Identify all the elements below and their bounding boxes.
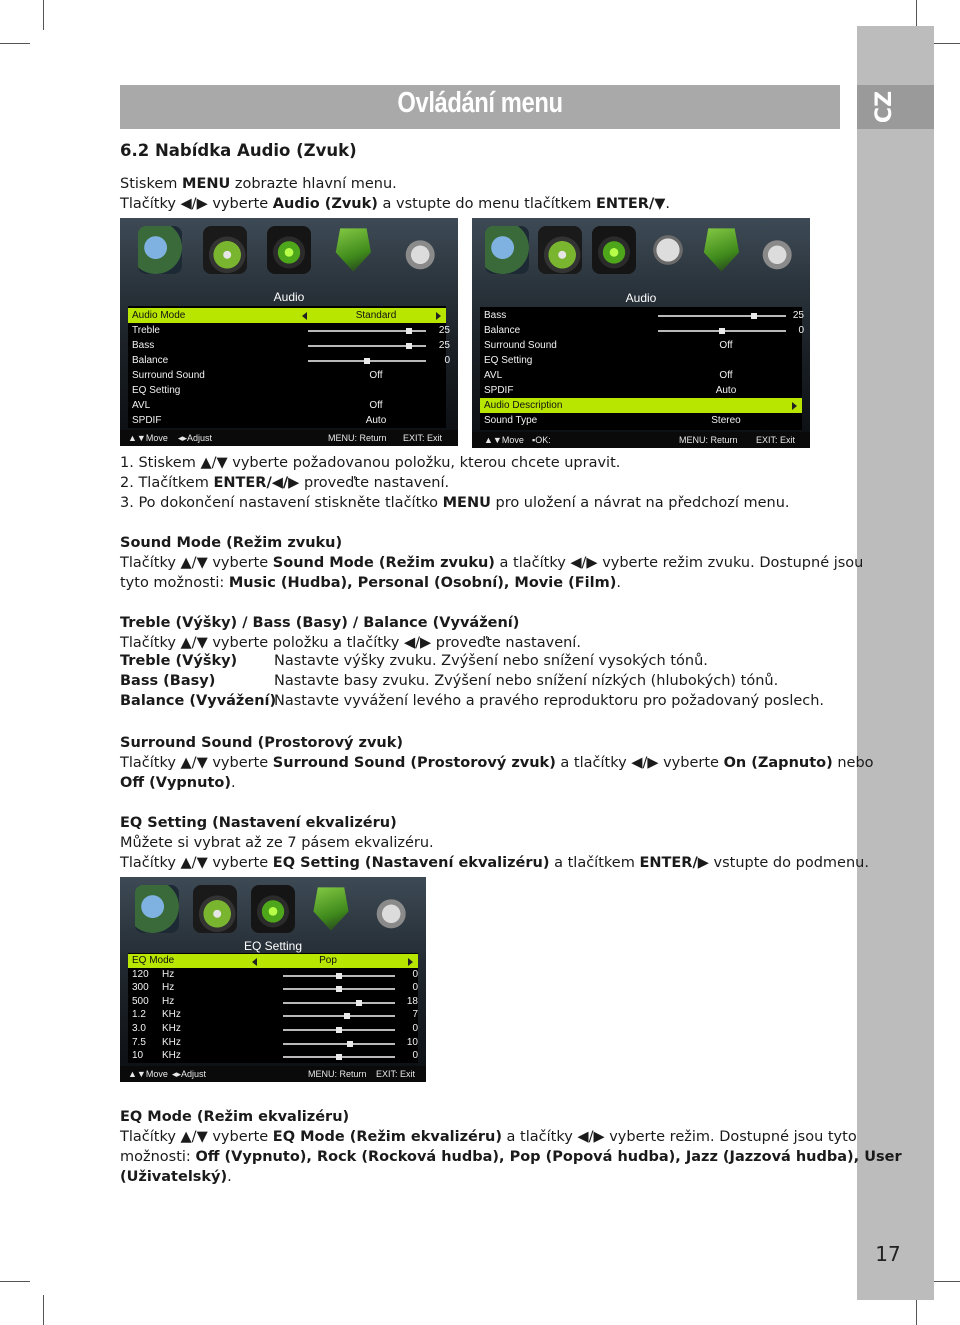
audio-menu-screenshot — [120, 218, 458, 446]
balance-desc: Nastavte vyvážení levého a pravého reproduktoru pro požadovaný poslech. — [274, 693, 825, 709]
menu-row-value: Standard — [355, 310, 397, 321]
menu-row-unit: KHz — [162, 1050, 181, 1062]
crop-mark — [930, 43, 960, 44]
menu-row-number: 18 — [406, 995, 418, 1007]
menu-row-label: Surround Sound — [132, 370, 205, 381]
menu-icon-strip — [120, 885, 426, 943]
menu-row-number: 0 — [412, 982, 418, 994]
menu-row[interactable] — [480, 308, 802, 323]
bass-desc: Nastavte basy zvuku. Zvýšení nebo snížení nízkých (hlubokých) tónů. — [274, 673, 779, 689]
menu-row-slider[interactable] — [658, 315, 786, 317]
menu-row[interactable] — [128, 1049, 418, 1063]
menu-row[interactable] — [480, 398, 802, 413]
move-hint: ▲▼ Move — [484, 435, 524, 445]
menu-row-label: Bass — [484, 310, 507, 321]
sound-mode-line-1: Tlačítky ▲/▼ vyberte Sound Mode (Režim zvuku) a tlačítky ◀/▶ vyberte režim zvuku. Dostupné jsou — [120, 555, 864, 571]
picture-icon — [138, 226, 182, 274]
menu-row-value: Auto — [365, 415, 387, 426]
arrow-right-icon[interactable] — [792, 402, 797, 410]
exit-hint: EXIT: Exit — [403, 433, 443, 443]
menu-row-label: 3.0 — [132, 1023, 146, 1034]
satellite-icon — [646, 226, 690, 274]
menu-row-slider[interactable] — [308, 360, 426, 362]
lock-icon — [699, 226, 743, 274]
slider-knob[interactable] — [406, 343, 412, 349]
arrow-right-icon[interactable] — [436, 312, 441, 320]
menu-row-label: Surround Sound — [484, 340, 557, 351]
language-tab-label: CZ — [872, 90, 897, 124]
crop-mark — [0, 43, 30, 44]
slider-knob[interactable] — [336, 1054, 342, 1060]
lock-icon — [309, 885, 353, 933]
menu-row-number: 10 — [406, 1036, 418, 1048]
speaker-icon — [203, 226, 247, 274]
menu-row-unit: KHz — [162, 1009, 181, 1021]
adjust-hint: ◂▸ Adjust — [178, 433, 213, 443]
eq-mode-line-2: možnosti: Off (Vypnuto), Rock (Rocková hudba), Pop (Popová hudba), Jazz (Jazzová hudba), User — [120, 1149, 902, 1165]
intro-line-2: Tlačítky ◀/▶ vyberte Audio (Zvuk) a vstupte do menu tlačítkem ENTER/▼. — [120, 196, 671, 212]
menu-row[interactable] — [480, 323, 802, 338]
menu-row-unit: KHz — [162, 1036, 181, 1048]
menu-row[interactable] — [480, 353, 802, 368]
surround-line-2: Off (Vypnuto). — [120, 775, 236, 791]
adjust-hint: ◂▸ Adjust — [172, 1069, 207, 1079]
menu-row[interactable] — [128, 323, 450, 338]
eq-mode-line-3: (Uživatelský). — [120, 1169, 232, 1185]
menu-row[interactable] — [480, 413, 802, 428]
step-1: 1. Stiskem ▲/▼ vyberte požadovanou položku, kterou chcete upravit. — [120, 455, 621, 471]
menu-row-value: Off — [369, 400, 383, 411]
menu-row-slider[interactable] — [283, 1056, 395, 1058]
menu-row-slider[interactable] — [283, 1015, 395, 1017]
menu-row-label: 7.5 — [132, 1036, 146, 1048]
menu-row-unit: KHz — [162, 1023, 181, 1034]
menu-row-label: Sound Type — [484, 415, 538, 426]
menu-row[interactable] — [128, 1036, 418, 1050]
menu-row-slider[interactable] — [283, 1002, 395, 1004]
menu-row[interactable] — [128, 981, 418, 995]
exit-hint: EXIT: Exit — [376, 1069, 416, 1079]
intro-line-1: Stiskem MENU zobrazte hlavní menu. — [120, 176, 397, 192]
crop-mark — [930, 1281, 960, 1282]
menu-title: EQ Setting — [243, 939, 303, 953]
menu-row-label: Balance — [132, 355, 169, 366]
menu-row-number: 25 — [438, 340, 450, 351]
section-title: 6.2 Nabídka Audio (Zvuk) — [120, 141, 357, 160]
surround-heading: Surround Sound (Prostorový zvuk) — [120, 735, 404, 751]
menu-row-label: 300 — [132, 982, 149, 994]
eq-mode-line-1: Tlačítky ▲/▼ vyberte EQ Mode (Režim ekvalizéru) a tlačítky ◀/▶ vyberte režim. Dostupné jsou tyto — [120, 1129, 857, 1145]
gear-icon — [753, 226, 797, 274]
menu-title: Audio — [273, 290, 305, 304]
crop-mark — [0, 1281, 30, 1282]
slider-knob[interactable] — [344, 1013, 350, 1019]
eq-setting-screenshot — [120, 877, 426, 1082]
menu-row-label: 120 — [132, 968, 149, 980]
menu-row[interactable] — [128, 308, 446, 323]
menu-row-unit: Hz — [162, 968, 175, 980]
exit-hint: EXIT: Exit — [756, 435, 796, 445]
menu-row-number: 25 — [792, 310, 804, 321]
gear-icon — [396, 226, 440, 274]
lock-icon — [331, 226, 375, 274]
menu-row-slider[interactable] — [283, 1029, 395, 1031]
menu-row-label: Treble — [132, 325, 160, 336]
menu-row-number: 0 — [412, 1050, 418, 1062]
menu-footer — [472, 432, 810, 448]
menu-row[interactable] — [480, 338, 802, 353]
menu-row-slider[interactable] — [308, 345, 426, 347]
gear-icon — [367, 885, 411, 933]
audio-menu-screenshot-2 — [472, 218, 810, 448]
menu-row-label: 10 — [132, 1050, 144, 1062]
menu-row-value: Off — [719, 370, 733, 381]
surround-line-1: Tlačítky ▲/▼ vyberte Surround Sound (Prostorový zvuk) a tlačítky ◀/▶ vyberte On (Zapnuto) nebo — [120, 755, 874, 771]
menu-row-label: 1.2 — [132, 1009, 146, 1021]
eq-setting-line-1: Můžete si vybrat až ze 7 pásem ekvalizéru. — [120, 835, 434, 851]
menu-row[interactable] — [128, 1008, 418, 1022]
slider-knob[interactable] — [364, 358, 370, 364]
menu-row[interactable] — [128, 398, 446, 413]
bass-label: Bass (Basy) — [120, 673, 216, 689]
menu-row-value: Pop — [319, 955, 337, 966]
menu-row-label: Audio Mode — [132, 310, 186, 321]
treble-intro: Tlačítky ▲/▼ vyberte položku a tlačítky ◀/▶ proveďte nastavení. — [120, 635, 581, 651]
menu-row-label: AVL — [132, 400, 151, 411]
menu-row-label: Bass — [132, 340, 155, 351]
slider-knob[interactable] — [336, 1027, 342, 1033]
menu-row[interactable] — [128, 954, 418, 968]
menu-icon-strip — [120, 226, 458, 284]
menu-hint: MENU: Return — [308, 1069, 367, 1079]
step-3: 3. Po dokončení nastavení stiskněte tlačítko MENU pro uložení a návrat na předchozí menu. — [120, 495, 790, 511]
menu-row-label: AVL — [484, 370, 503, 381]
menu-row-label: EQ Mode — [132, 955, 175, 966]
menu-row-label: SPDIF — [484, 385, 514, 396]
eq-setting-line-2: Tlačítky ▲/▼ vyberte EQ Setting (Nastavení ekvalizéru) a tlačítkem ENTER/▶ vstupte do podmenu. — [120, 855, 869, 871]
menu-row[interactable] — [128, 413, 446, 428]
menu-row[interactable] — [128, 368, 446, 383]
picture-icon — [135, 885, 179, 933]
menu-row-label: SPDIF — [132, 415, 162, 426]
menu-row-number: 0 — [412, 968, 418, 980]
select-hint: ▪ OK: — [532, 435, 551, 445]
slider-knob[interactable] — [336, 973, 342, 979]
channel-icon — [251, 885, 295, 933]
page-number: 17 — [875, 1242, 901, 1266]
menu-row-label: EQ Setting — [132, 385, 181, 396]
picture-icon — [485, 226, 529, 274]
treble-label: Treble (Výšky) — [120, 653, 238, 669]
channel-icon — [267, 226, 311, 274]
page-header — [120, 85, 840, 129]
page-title: Ovládání menu — [397, 87, 563, 119]
menu-row[interactable] — [480, 383, 802, 398]
menu-row[interactable] — [128, 995, 418, 1009]
menu-row[interactable] — [480, 368, 802, 383]
sound-mode-line-2: tyto možnosti: Music (Hudba), Personal (Osobní), Movie (Film). — [120, 575, 621, 591]
speaker-icon — [193, 885, 237, 933]
channel-icon — [592, 226, 636, 274]
menu-row[interactable] — [128, 338, 450, 353]
menu-row-value: Stereo — [711, 415, 741, 426]
menu-row-label: EQ Setting — [484, 355, 533, 366]
eq-setting-heading: EQ Setting (Nastavení ekvalizéru) — [120, 815, 397, 831]
slider-knob[interactable] — [336, 986, 342, 992]
menu-row-label: Balance — [484, 325, 521, 336]
move-hint: ▲▼ Move — [128, 433, 168, 443]
menu-hint: MENU: Return — [679, 435, 738, 445]
arrow-left-icon[interactable] — [252, 958, 257, 966]
menu-footer — [120, 1066, 426, 1082]
menu-hint: MENU: Return — [328, 433, 387, 443]
treble-desc: Nastavte výšky zvuku. Zvýšení nebo snížení vysokých tónů. — [274, 653, 708, 669]
menu-row[interactable] — [128, 1022, 418, 1036]
step-2: 2. Tlačítkem ENTER/◀/▶ proveďte nastavení. — [120, 475, 450, 491]
menu-row-label: 500 — [132, 995, 149, 1007]
menu-row-unit: Hz — [162, 982, 175, 994]
slider-knob[interactable] — [719, 328, 725, 334]
speaker-icon — [538, 226, 582, 274]
move-hint: ▲▼ Move — [128, 1069, 168, 1079]
arrow-left-icon[interactable] — [302, 312, 307, 320]
slider-knob[interactable] — [347, 1041, 353, 1047]
slider-knob[interactable] — [406, 328, 412, 334]
sound-mode-heading: Sound Mode (Režim zvuku) — [120, 535, 343, 551]
menu-row-unit: Hz — [162, 995, 175, 1007]
treble-heading: Treble (Výšky) / Bass (Basy) / Balance (Vyvážení) — [120, 615, 520, 631]
menu-row-number: 0 — [412, 1023, 418, 1034]
menu-row-number: 7 — [412, 1009, 418, 1021]
eq-mode-heading: EQ Mode (Režim ekvalizéru) — [120, 1109, 350, 1125]
menu-row-slider[interactable] — [283, 1043, 395, 1045]
crop-mark — [43, 0, 44, 30]
slider-knob[interactable] — [751, 313, 757, 319]
menu-footer — [120, 430, 458, 446]
menu-row-label: Audio Description — [484, 400, 563, 411]
menu-row-value: Auto — [715, 385, 737, 396]
crop-mark — [43, 1295, 44, 1325]
menu-row[interactable] — [128, 968, 418, 982]
menu-icon-strip — [472, 226, 810, 284]
menu-row-number: 0 — [798, 325, 804, 336]
menu-row-slider[interactable] — [658, 330, 786, 332]
arrow-right-icon[interactable] — [408, 958, 413, 966]
menu-row[interactable] — [128, 383, 446, 398]
menu-row-slider[interactable] — [283, 975, 395, 977]
language-side-tab — [857, 26, 934, 1300]
menu-row-number: 0 — [444, 355, 450, 366]
menu-row[interactable] — [128, 353, 450, 368]
slider-knob[interactable] — [356, 1000, 362, 1006]
menu-title: Audio — [625, 291, 657, 305]
balance-label: Balance (Vyvážení) — [120, 693, 277, 709]
menu-row-value: Off — [719, 340, 733, 351]
menu-row-slider[interactable] — [308, 330, 426, 332]
menu-row-value: Off — [369, 370, 383, 381]
menu-row-number: 25 — [438, 325, 450, 336]
menu-row-slider[interactable] — [283, 988, 395, 990]
